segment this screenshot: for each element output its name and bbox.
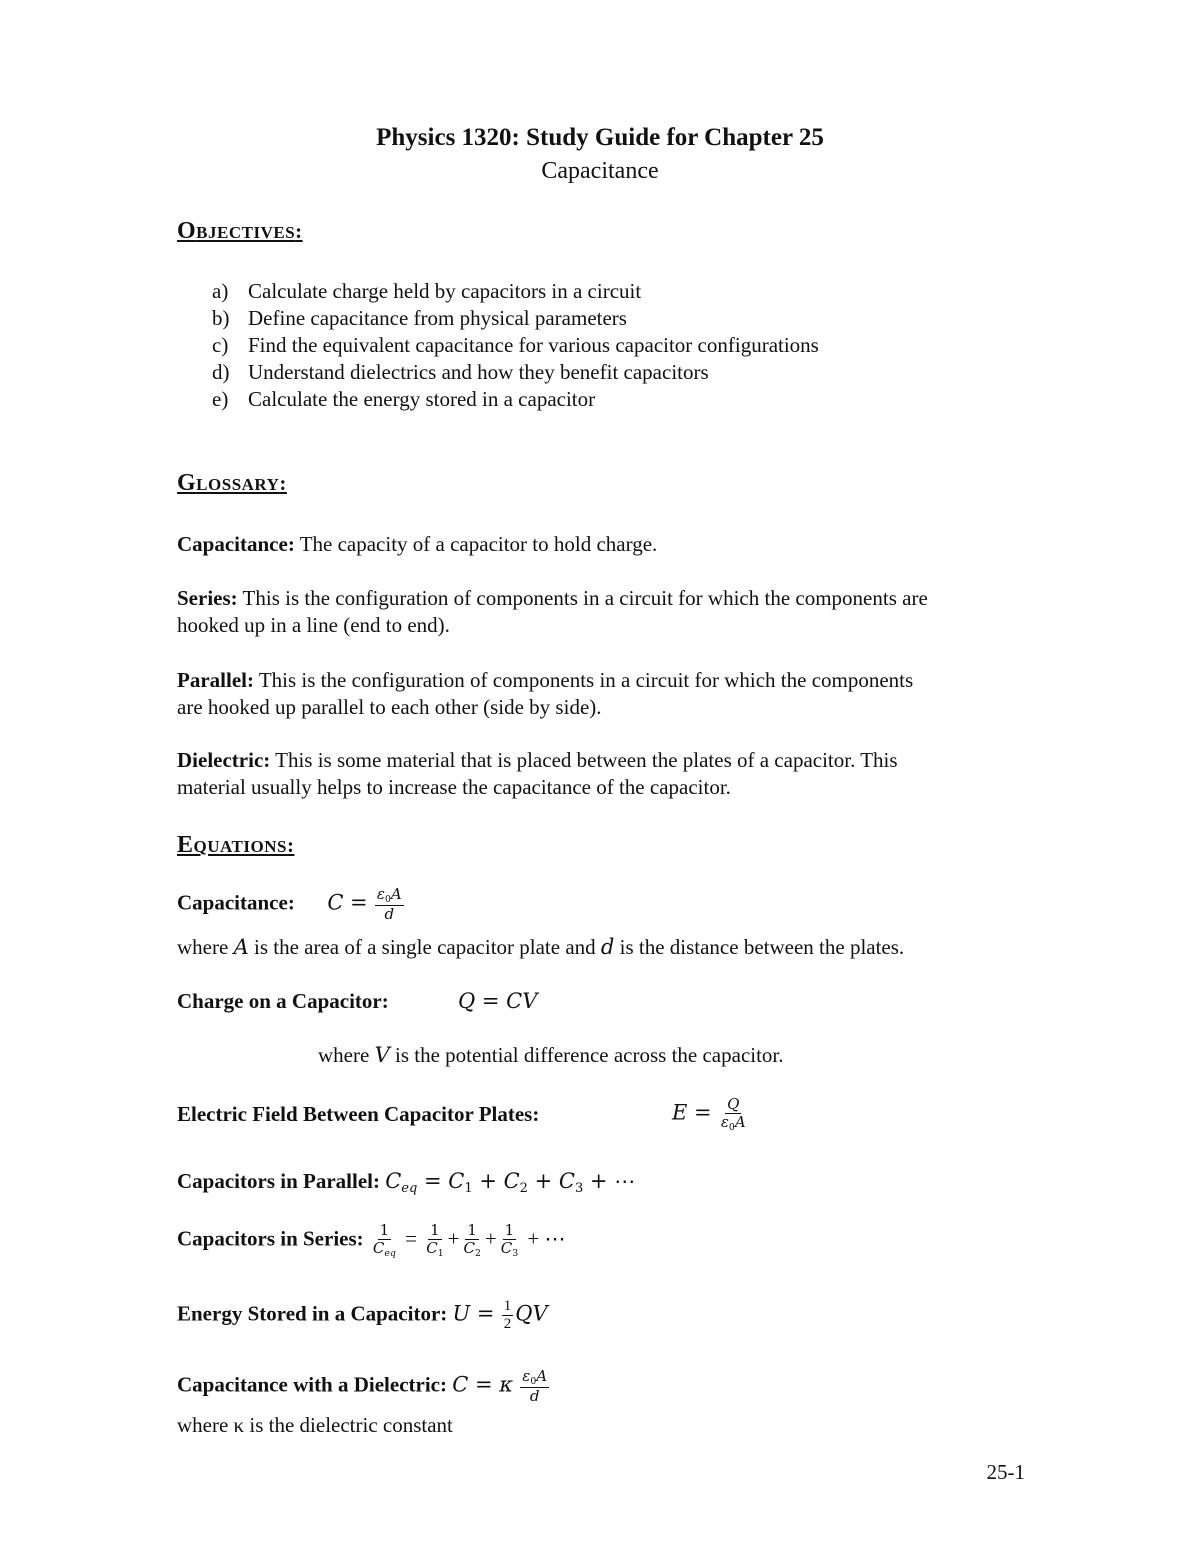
equation-energy — [177, 1298, 548, 1334]
heading-colon: : — [279, 471, 287, 495]
glossary-entry-capacitance — [177, 531, 657, 558]
variable: V — [374, 1043, 390, 1067]
list-item — [212, 332, 819, 359]
equations-heading — [177, 832, 294, 859]
denominator — [719, 1114, 748, 1133]
heading-initial: O — [177, 218, 197, 244]
numerator: Q — [727, 1095, 740, 1113]
page-subtitle: Capacitance — [541, 158, 659, 184]
fraction — [502, 1298, 514, 1334]
glossary-definition: This is the configuration of components in a circuit for which the components are — [242, 586, 928, 610]
list-item-text: Define capacitance from physical parameters — [248, 306, 627, 330]
subscript: 2 — [519, 1180, 528, 1196]
subscript: 0 — [530, 1375, 537, 1387]
heading-colon: : — [286, 833, 295, 857]
heading-rest: LOSSARY — [196, 475, 280, 494]
heading-rest: QUATIONS — [193, 837, 287, 856]
objectives-heading — [177, 218, 303, 245]
list-item — [212, 305, 819, 332]
list-item — [212, 278, 819, 305]
term: + C — [527, 1169, 575, 1193]
glossary-definition: The capacity of a capacitor to hold charge. — [299, 532, 658, 556]
variable: C — [372, 1239, 385, 1258]
equation-lhs: C = — [327, 890, 368, 915]
equation-charge-label — [177, 988, 389, 1015]
fraction — [461, 1222, 482, 1260]
equation-dielectric — [177, 1368, 551, 1406]
denominator — [499, 1240, 520, 1259]
note-text: is the area of a single capacitor plate and — [248, 935, 601, 959]
epsilon-symbol: ε — [376, 885, 385, 903]
glossary-term: Dielectric: — [177, 748, 271, 772]
equation-series — [177, 1222, 565, 1260]
subscript: eq — [401, 1180, 418, 1196]
page-number: 25-1 — [986, 1460, 1025, 1484]
fraction — [520, 1368, 549, 1406]
equation-label: Energy Stored in a Capacitor: — [177, 1301, 448, 1326]
heading-colon: : — [295, 219, 303, 243]
subscript: 1 — [464, 1180, 473, 1196]
equation-lhs: E = — [672, 1100, 712, 1125]
fraction — [424, 1222, 445, 1260]
glossary-definition-continued: hooked up in a line (end to end). — [177, 613, 450, 637]
equation-field-formula — [672, 1096, 750, 1134]
note-text: is the potential difference across the capacitor. — [389, 1043, 784, 1067]
denominator: 2 — [503, 1316, 512, 1333]
list-item-text: Calculate charge held by capacitors in a circuit — [248, 279, 642, 303]
subscript: 0 — [384, 893, 391, 905]
list-marker: c) — [212, 333, 229, 357]
plus-sign: + — [484, 1226, 497, 1251]
list-marker: e) — [212, 387, 229, 411]
equation-charge-note — [318, 1042, 784, 1069]
list-item — [212, 359, 819, 386]
equation-label: Electric Field Between Capacitor Plates: — [177, 1102, 540, 1126]
equation-field-label — [177, 1101, 539, 1128]
epsilon-symbol: ε — [522, 1367, 531, 1385]
plus-sign: + — [447, 1226, 460, 1251]
numerator: 1 — [379, 1221, 390, 1239]
glossary-term: Series: — [177, 586, 238, 610]
glossary-entry-dielectric — [177, 747, 898, 801]
glossary-definition: This is some material that is placed between the plates of a capacitor. This — [275, 748, 898, 772]
epsilon-symbol: ε — [720, 1113, 729, 1132]
subscript: 3 — [574, 1180, 584, 1196]
glossary-definition-continued: are hooked up parallel to each other (side by side). — [177, 695, 602, 719]
equation-label: Capacitance with a Dielectric: — [177, 1372, 447, 1397]
fraction — [371, 1222, 398, 1260]
variable: A — [734, 1113, 746, 1132]
equation-rhs: QV — [515, 1301, 548, 1326]
subscript: 2 — [474, 1248, 481, 1260]
variable: C — [500, 1239, 513, 1258]
note-text: is the distance between the plates. — [614, 935, 905, 959]
note-text: where — [177, 935, 234, 959]
numerator — [375, 886, 404, 906]
list-item-text: Find the equivalent capacitance for various capacitor configurations — [248, 333, 819, 357]
equation-formula — [385, 1169, 636, 1196]
list-marker: d) — [212, 360, 230, 384]
heading-rest: BJECTIVES — [196, 223, 296, 242]
variable: C — [426, 1239, 438, 1258]
list-marker: a) — [212, 279, 229, 303]
variable: C — [385, 1169, 402, 1193]
variable: d — [600, 935, 615, 959]
denominator: d — [384, 905, 395, 924]
list-marker: b) — [212, 306, 230, 330]
equation-label: Capacitors in Parallel: — [177, 1169, 380, 1193]
list-item-text: Understand dielectrics and how they benefit capacitors — [248, 360, 709, 384]
subscript: 3 — [512, 1248, 519, 1260]
numerator: 1 — [504, 1221, 515, 1239]
numerator: 1 — [467, 1221, 477, 1239]
equation-label: Capacitance: — [177, 890, 295, 915]
variable: A — [536, 1367, 548, 1385]
heading-initial: E — [177, 832, 194, 858]
equation-label: Charge on a Capacitor: — [177, 989, 389, 1013]
glossary-entry-parallel — [177, 667, 913, 721]
numerator — [520, 1368, 549, 1388]
glossary-term: Parallel: — [177, 668, 254, 692]
equation-parallel — [177, 1168, 635, 1202]
page-title: Physics 1320: Study Guide for Chapter 25 — [376, 124, 824, 151]
equation-lhs: C = κ — [452, 1372, 514, 1397]
equation-lhs: U = — [452, 1301, 495, 1326]
equals-sign: = — [405, 1226, 417, 1251]
glossary-definition-continued: material usually helps to increase the capacitance of the capacitor. — [177, 775, 731, 799]
list-item-text: Calculate the energy stored in a capacitor — [248, 387, 596, 411]
equation-label: Capacitors in Series: — [177, 1226, 364, 1251]
equation-capacitance-note — [177, 934, 904, 961]
note-text: where — [318, 1043, 375, 1067]
ellipsis: + ⋯ — [527, 1226, 566, 1251]
fraction — [499, 1222, 520, 1260]
glossary-heading — [177, 470, 287, 497]
fraction — [375, 886, 404, 924]
numerator: 1 — [502, 1298, 514, 1316]
fraction — [719, 1096, 748, 1134]
term: + C — [472, 1169, 520, 1193]
equation-dielectric-note: where κ is the dielectric constant — [177, 1413, 453, 1437]
denominator — [461, 1240, 482, 1259]
objectives-list — [212, 278, 819, 413]
glossary-term: Capacitance: — [177, 532, 295, 556]
denominator: d — [529, 1387, 540, 1406]
subscript: 0 — [728, 1122, 735, 1134]
denominator — [371, 1240, 398, 1259]
numerator: 1 — [430, 1221, 440, 1239]
list-item — [212, 386, 819, 413]
variable: C — [463, 1239, 475, 1258]
heading-initial: G — [177, 470, 197, 496]
variable: A — [390, 885, 402, 903]
term: = C — [424, 1169, 465, 1193]
denominator — [424, 1240, 445, 1259]
ellipsis: + ⋯ — [583, 1169, 636, 1193]
equation-charge-formula: Q = CV — [458, 989, 538, 1013]
glossary-entry-series — [177, 585, 928, 639]
variable: A — [233, 935, 249, 959]
subscript: eq — [384, 1248, 396, 1260]
equation-capacitance — [177, 886, 406, 924]
glossary-definition: This is the configuration of components in a circuit for which the components — [258, 668, 914, 692]
subscript: 1 — [437, 1248, 444, 1260]
